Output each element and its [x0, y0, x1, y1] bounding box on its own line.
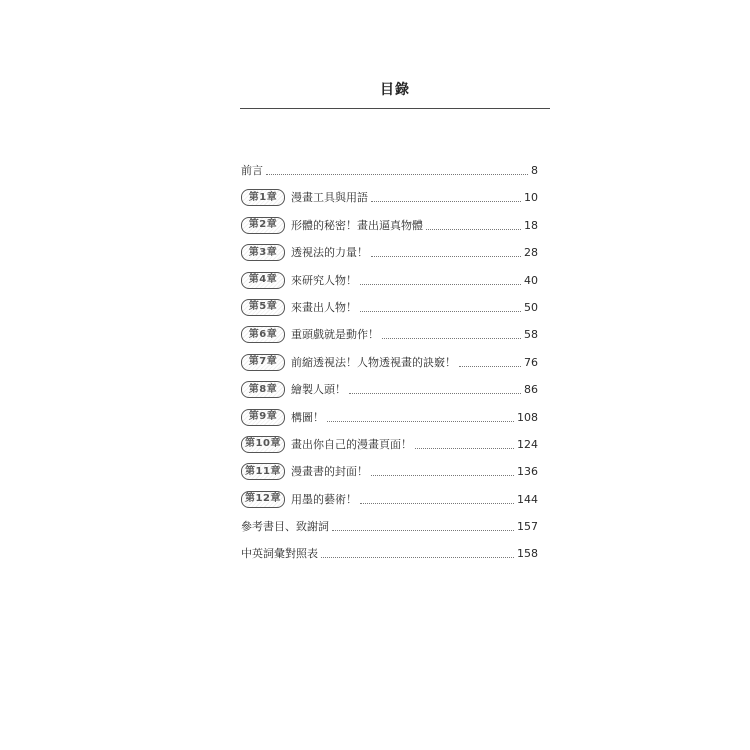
dot-leader [426, 228, 521, 230]
toc-entry[interactable] [241, 183, 538, 205]
toc-entry-page: 58 [524, 328, 538, 342]
toc-entry-label: 構圖！ [291, 410, 324, 424]
toc-entry[interactable] [241, 485, 538, 507]
toc-entry-label: 前言 [241, 164, 263, 177]
dot-leader [360, 502, 514, 504]
chapter-badge: 第3章 [241, 244, 285, 261]
toc-entry-label: 重頭戲就是動作！ [291, 328, 379, 342]
chapter-badge: 第11章 [241, 463, 285, 480]
toc-entry[interactable] [241, 266, 538, 288]
dot-leader [371, 255, 521, 257]
toc-entry-page: 8 [531, 164, 538, 177]
toc-entry[interactable] [241, 211, 538, 233]
chapter-badge: 第5章 [241, 299, 285, 316]
toc-entry[interactable] [241, 403, 538, 425]
toc-entry-page: 50 [524, 300, 538, 314]
chapter-badge: 第6章 [241, 326, 285, 343]
dot-leader [382, 337, 521, 339]
toc-entry[interactable] [241, 539, 538, 561]
toc-entry-label: 前縮透視法！人物透視畫的訣竅！ [291, 355, 456, 369]
toc-entry[interactable] [241, 375, 538, 397]
page-title: 目錄 [380, 82, 410, 98]
toc-entry-page: 40 [524, 273, 538, 287]
toc-entry-label: 繪製人頭！ [291, 383, 346, 397]
dot-leader [459, 365, 521, 367]
chapter-badge: 第4章 [241, 272, 285, 289]
dot-leader [360, 310, 521, 312]
chapter-badge: 第1章 [241, 189, 285, 206]
chapter-badge: 第12章 [241, 491, 285, 508]
dot-leader [371, 474, 514, 476]
toc-entry-label: 來畫出人物！ [291, 300, 357, 314]
toc-entry[interactable] [241, 238, 538, 260]
toc-entry-page: 28 [524, 246, 538, 260]
toc-entry-label: 用墨的藝術！ [291, 492, 357, 506]
toc-entry[interactable] [241, 156, 538, 178]
toc-entry[interactable] [241, 320, 538, 342]
title-divider [240, 108, 550, 109]
toc-entry-label: 畫出你自己的漫畫頁面！ [291, 437, 412, 451]
toc-entry-label: 形體的秘密！畫出逼真物體 [291, 218, 423, 232]
dot-leader [327, 420, 514, 422]
toc-entry-page: 136 [517, 465, 538, 479]
toc-entry-label: 參考書目、致謝詞 [241, 520, 329, 534]
chapter-badge: 第10章 [241, 436, 285, 453]
toc-entry-page: 18 [524, 218, 538, 232]
dot-leader [266, 173, 528, 175]
toc-entry-label: 漫畫書的封面！ [291, 465, 368, 479]
toc-entry-label: 來研究人物！ [291, 273, 357, 287]
toc-entry[interactable] [241, 293, 538, 315]
toc-entry-label: 漫畫工具與用語 [291, 191, 368, 205]
toc-entry-page: 86 [524, 383, 538, 397]
toc-entry-page: 158 [517, 547, 538, 561]
toc-entry-page: 124 [517, 437, 538, 451]
toc-entry-label: 透視法的力量！ [291, 246, 368, 260]
chapter-badge: 第9章 [241, 409, 285, 426]
dot-leader [321, 556, 514, 558]
dot-leader [349, 392, 521, 394]
toc-entry-label: 中英詞彙對照表 [241, 547, 318, 561]
dot-leader [332, 529, 514, 531]
toc-entry[interactable] [241, 512, 538, 534]
chapter-badge: 第2章 [241, 217, 285, 234]
dot-leader [360, 283, 521, 285]
toc-entry-page: 144 [517, 492, 538, 506]
toc-entry-page: 157 [517, 520, 538, 534]
dot-leader [371, 200, 521, 202]
dot-leader [415, 447, 514, 449]
toc-entry-page: 108 [517, 410, 538, 424]
toc-entry-page: 10 [524, 191, 538, 205]
chapter-badge: 第8章 [241, 381, 285, 398]
chapter-badge: 第7章 [241, 354, 285, 371]
toc-entry[interactable] [241, 348, 538, 370]
toc-entry-page: 76 [524, 355, 538, 369]
toc-entry[interactable] [241, 430, 538, 452]
toc-list [241, 156, 538, 567]
toc-entry[interactable] [241, 457, 538, 479]
